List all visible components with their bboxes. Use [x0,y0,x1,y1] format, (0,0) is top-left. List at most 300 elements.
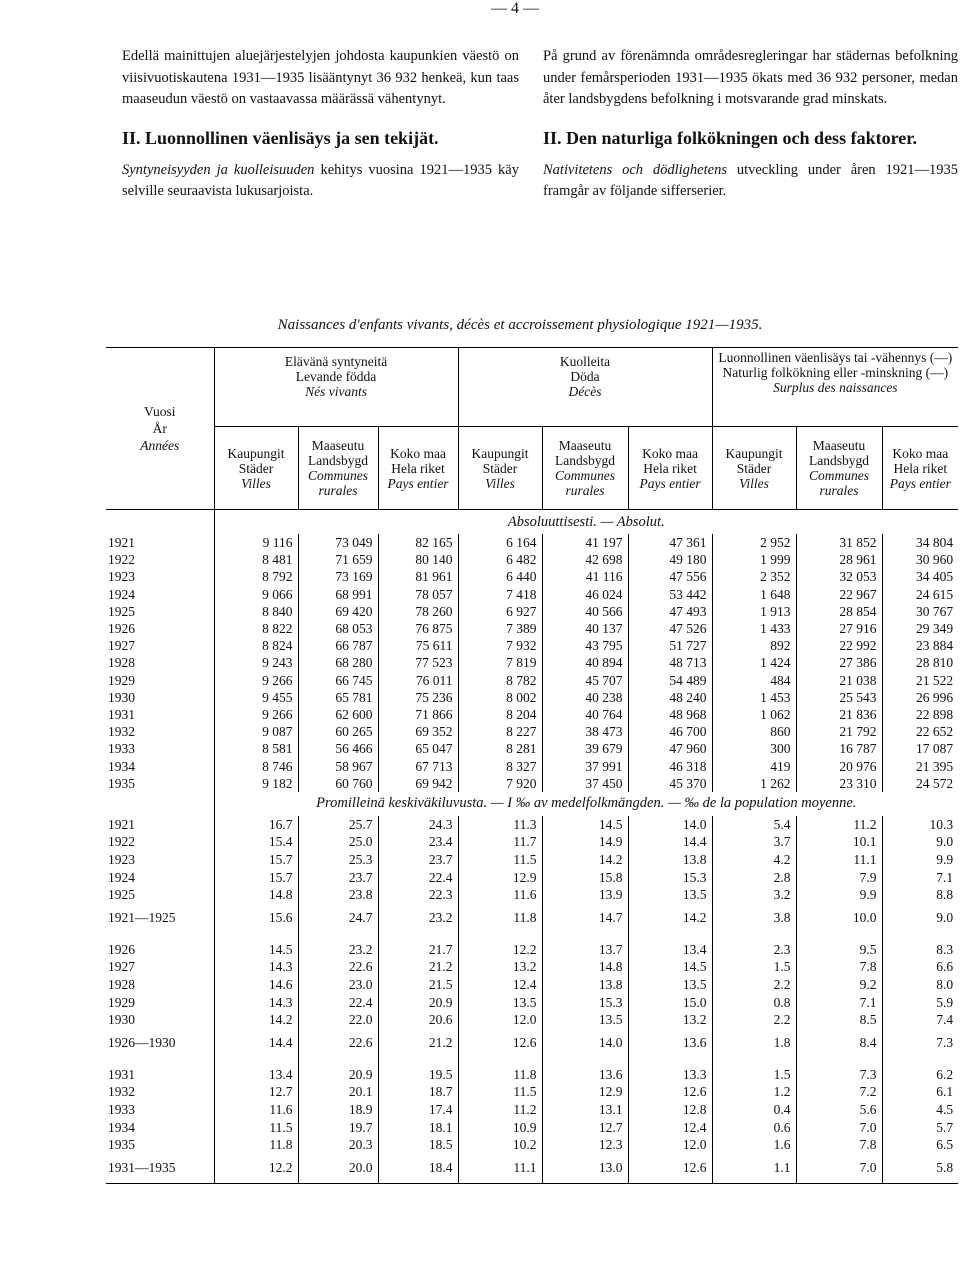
value-cell: 8.5 [796,1011,882,1029]
value-cell: 20.1 [298,1083,378,1101]
block-spacer [106,1058,958,1066]
increase-group-header [712,348,958,427]
value-cell: 892 [712,637,796,654]
value-cell: 12.2 [458,941,542,959]
value-cell: 7 932 [458,637,542,654]
value-cell: 22.6 [298,958,378,976]
spacer-cell [214,933,298,941]
value-cell: 14.0 [542,1029,628,1058]
table-row [106,689,958,706]
value-cell: 27 386 [796,654,882,671]
value-cell: 53 442 [628,586,712,603]
value-cell: 9 116 [214,534,298,551]
value-cell: 11.2 [796,816,882,834]
absolute-section-title [106,510,958,535]
value-cell: 80 140 [378,551,458,568]
year-cell: 1935 [106,1136,214,1154]
increase-label-sv: Naturlig folkökning eller -minskning (—) [722,365,949,380]
value-cell: 18.4 [378,1154,458,1184]
spacer-cell [106,933,214,941]
value-cell: 69 420 [298,603,378,620]
value-cell: 1.5 [712,1066,796,1084]
table-row [106,1011,958,1029]
value-cell: 1.6 [712,1136,796,1154]
value-cell: 12.0 [458,1011,542,1029]
spacer-cell [542,1058,628,1066]
value-cell: 13.2 [628,1011,712,1029]
table-row [106,1119,958,1137]
value-cell: 7 418 [458,586,542,603]
births-towns-header: Kaupungit Städer Villes [214,427,298,510]
period-average-row [106,1029,958,1058]
year-cell: 1926—1930 [106,1029,214,1058]
value-cell: 3.8 [712,904,796,933]
value-cell: 40 894 [542,654,628,671]
table-row [106,757,958,774]
table-row [106,740,958,757]
deaths-total-header: Koko maa Hela riket Pays entier [628,427,712,510]
table-row [106,654,958,671]
value-cell: 2 952 [712,534,796,551]
value-cell: 14.3 [214,958,298,976]
value-cell: 48 240 [628,689,712,706]
value-cell: 47 361 [628,534,712,551]
value-cell: 13.6 [542,1066,628,1084]
value-cell: 11.5 [458,851,542,869]
value-cell: 12.9 [458,869,542,887]
value-cell: 8 840 [214,603,298,620]
value-cell: 76 011 [378,672,458,689]
year-cell: 1928 [106,654,214,671]
value-cell: 5.6 [796,1101,882,1119]
value-cell: 24.7 [298,904,378,933]
value-cell: 9 266 [214,706,298,723]
value-cell: 39 679 [542,740,628,757]
year-cell: 1931—1935 [106,1154,214,1184]
value-cell: 13.8 [628,851,712,869]
table-row [106,958,958,976]
value-cell: 29 349 [915,621,954,637]
value-cell: 18.1 [378,1119,458,1137]
value-cell: 22.4 [378,869,458,887]
value-cell: 8 227 [458,723,542,740]
value-cell: 48 968 [628,706,712,723]
deaths-towns-header: Kaupungit Städer Villes [458,427,542,510]
value-cell: 15.4 [214,833,298,851]
value-cell: 25.3 [298,851,378,869]
period-average-row [106,1154,958,1184]
year-label-sv: År [152,421,167,436]
spacer-cell [378,1058,458,1066]
value-cell: 12.8 [628,1101,712,1119]
value-cell: 1 424 [712,654,796,671]
value-cell: 23 310 [796,775,882,792]
value-cell: 3.2 [712,886,796,904]
value-cell: 23.2 [298,941,378,959]
spacer-cell [628,1058,712,1066]
value-cell: 12.7 [214,1083,298,1101]
value-cell: 40 137 [542,620,628,637]
year-cell: 1923 [106,851,214,869]
value-cell: 82 165 [378,534,458,551]
value-cell: 21.7 [378,941,458,959]
increase-total-header: Koko maa Hela riket Pays entier [882,427,958,510]
value-cell: 5.7 [936,1119,954,1135]
value-cell: 2 352 [712,568,796,585]
value-cell: 11.5 [458,1083,542,1101]
year-cell: 1927 [106,637,214,654]
value-cell: 300 [712,740,796,757]
value-cell: 75 236 [378,689,458,706]
spacer-cell [458,933,542,941]
value-cell: 9 266 [214,672,298,689]
value-cell: 1 453 [712,689,796,706]
value-cell: 9.0 [936,910,954,926]
value-cell: 7 819 [458,654,542,671]
value-cell: 34 405 [915,569,954,585]
value-cell: 65 047 [378,740,458,757]
value-cell: 21 522 [915,672,954,688]
value-cell: 20 976 [796,757,882,774]
value-cell: 8 581 [214,740,298,757]
value-cell: 71 866 [378,706,458,723]
value-cell: 22 898 [915,706,954,722]
value-cell: 28 810 [915,655,954,671]
value-cell: 21 395 [915,758,954,774]
value-cell: 76 875 [378,620,458,637]
value-cell: 9.2 [796,976,882,994]
value-cell: 66 745 [298,672,378,689]
value-cell: 24 572 [915,775,954,791]
births-group-header [214,348,458,427]
value-cell: 12.6 [458,1029,542,1058]
value-cell: 65 781 [298,689,378,706]
year-cell: 1929 [106,672,214,689]
fi-heading-number: II. [122,127,141,148]
sv-heading-text: Den naturliga folkökningen och dess faktorer. [566,127,918,148]
table-row [106,994,958,1012]
value-cell: 13.0 [542,1154,628,1184]
value-cell: 11.8 [458,1066,542,1084]
value-cell: 8.3 [936,941,954,957]
value-cell: 11.6 [214,1101,298,1119]
value-cell: 23.7 [298,869,378,887]
year-cell: 1921 [106,534,214,551]
value-cell: 25 543 [796,689,882,706]
value-cell: 1 999 [712,551,796,568]
value-cell: 23.2 [378,904,458,933]
spacer-cell [796,933,882,941]
value-cell: 8 824 [214,637,298,654]
value-cell: 13.4 [628,941,712,959]
sv-sub-paragraph [543,160,958,203]
fi-heading-text: Luonnollinen väenlisäys ja sen tekijät. [145,127,439,148]
relative-section-title [106,792,958,816]
value-cell: 21.2 [378,958,458,976]
value-cell: 9.0 [936,834,954,850]
statistics-table [106,347,958,1184]
spacer-cell [542,933,628,941]
year-cell: 1933 [106,740,214,757]
increase-rural-header: Maaseutu Landsbygd Communes rurales [796,427,882,510]
year-cell: 1925 [106,603,214,620]
value-cell: 15.8 [542,869,628,887]
value-cell: 20.0 [298,1154,378,1184]
value-cell: 22.0 [298,1011,378,1029]
year-cell: 1930 [106,689,214,706]
value-cell: 46 700 [628,723,712,740]
value-cell: 7.1 [936,869,954,885]
value-cell: 860 [712,723,796,740]
table-row [106,976,958,994]
value-cell: 14.2 [628,904,712,933]
value-cell: 11.1 [796,851,882,869]
value-cell: 7.0 [796,1154,882,1184]
value-cell: 40 566 [542,603,628,620]
sv-intro-paragraph: På grund av förenämnda områdesregleringar har städernas befolkning under femårsperioden 1931—1935 ökats med 36 932 personer, medan åter landsbygdens befolkning i motsvarande grad minskats. [543,48,958,107]
value-cell: 11.8 [458,904,542,933]
value-cell: 18.9 [298,1101,378,1119]
value-cell: 10.0 [796,904,882,933]
value-cell: 13.6 [628,1029,712,1058]
section-title: Promilleinä keskiväkiluvusta. — I ‰ av medelfolkmängden. — ‰ de la population moyenne. [316,795,857,812]
table-row [106,775,958,792]
value-cell: 73 049 [298,534,378,551]
value-cell: 6 482 [458,551,542,568]
spacer-cell [712,1058,796,1066]
table-row [106,603,958,620]
increase-label-fr: Surplus des naissances [773,380,898,395]
value-cell: 15.6 [214,904,298,933]
value-cell: 1.5 [712,958,796,976]
value-cell: 40 238 [542,689,628,706]
value-cell: 21.2 [378,1029,458,1058]
value-cell: 37 991 [542,757,628,774]
value-cell: 13.8 [542,976,628,994]
blank-cell [106,792,214,816]
value-cell: 1 913 [712,603,796,620]
year-cell: 1922 [106,833,214,851]
value-cell: 14.6 [214,976,298,994]
year-cell: 1928 [106,976,214,994]
value-cell: 16.7 [214,816,298,834]
value-cell: 77 523 [378,654,458,671]
births-total-header: Koko maa Hela riket Pays entier [378,427,458,510]
year-cell: 1925 [106,886,214,904]
value-cell: 45 707 [542,672,628,689]
value-cell: 41 116 [542,568,628,585]
value-cell: 12.4 [628,1119,712,1137]
value-cell: 10.1 [796,833,882,851]
year-cell: 1929 [106,994,214,1012]
value-cell: 17.4 [378,1101,458,1119]
table-row [106,886,958,904]
value-cell: 23.8 [298,886,378,904]
value-cell: 9 087 [214,723,298,740]
value-cell: 47 960 [628,740,712,757]
year-label-fi: Vuosi [144,404,176,419]
spacer-cell [214,1058,298,1066]
value-cell: 13.1 [542,1101,628,1119]
value-cell: 2.8 [712,869,796,887]
year-cell: 1926 [106,941,214,959]
year-cell: 1932 [106,723,214,740]
table-row [106,833,958,851]
year-cell: 1921 [106,816,214,834]
value-cell: 14.2 [214,1011,298,1029]
value-cell: 12.9 [542,1083,628,1101]
year-cell: 1923 [106,568,214,585]
value-cell: 20.3 [298,1136,378,1154]
table-row [106,586,958,603]
spacer-cell [628,933,712,941]
value-cell: 41 197 [542,534,628,551]
value-cell: 42 698 [542,551,628,568]
value-cell: 7.1 [796,994,882,1012]
fi-sub-paragraph [122,160,519,203]
value-cell: 1.8 [712,1029,796,1058]
value-cell: 12.7 [542,1119,628,1137]
value-cell: 24 615 [915,586,954,602]
value-cell: 8 481 [214,551,298,568]
spacer-cell [106,1058,214,1066]
value-cell: 484 [712,672,796,689]
value-cell: 14.4 [628,833,712,851]
value-cell: 40 764 [542,706,628,723]
value-cell: 11.3 [458,816,542,834]
value-cell: 14.9 [542,833,628,851]
value-cell: 30 767 [915,603,954,619]
value-cell: 47 493 [628,603,712,620]
value-cell: 11.6 [458,886,542,904]
value-cell: 13.2 [458,958,542,976]
value-cell: 32 053 [796,568,882,585]
value-cell: 15.3 [542,994,628,1012]
value-cell: 10.2 [458,1136,542,1154]
sv-section-heading [543,127,958,150]
year-cell: 1935 [106,775,214,792]
value-cell: 22 967 [796,586,882,603]
value-cell: 25.7 [298,816,378,834]
value-cell: 45 370 [628,775,712,792]
year-cell: 1930 [106,1011,214,1029]
value-cell: 8 746 [214,757,298,774]
value-cell: 27 916 [796,620,882,637]
deaths-label-sv: Döda [570,369,600,384]
value-cell: 18.7 [378,1083,458,1101]
value-cell: 5.8 [882,1154,958,1184]
fi-section-heading [122,127,519,150]
value-cell: 19.5 [378,1066,458,1084]
value-cell: 25.0 [298,833,378,851]
deaths-group-header [458,348,712,427]
value-cell: 69 942 [378,775,458,792]
value-cell: 14.5 [628,958,712,976]
value-cell: 7.8 [796,958,882,976]
value-cell: 14.8 [542,958,628,976]
value-cell: 1 062 [712,706,796,723]
value-cell: 31 852 [796,534,882,551]
value-cell: 26 996 [915,689,954,705]
value-cell: 20.9 [298,1066,378,1084]
value-cell: 6 927 [458,603,542,620]
value-cell: 24.3 [378,816,458,834]
sv-sub-italic: Nativitetens och dödlighetens [543,161,727,178]
value-cell: 78 260 [378,603,458,620]
year-cell: 1932 [106,1083,214,1101]
value-cell: 4.2 [712,851,796,869]
value-cell: 7.3 [796,1066,882,1084]
value-cell: 13.3 [628,1066,712,1084]
spacer-cell [882,1058,958,1066]
value-cell: 28 961 [796,551,882,568]
births-label-fr: Nés vivants [305,384,367,399]
table-header-groups [106,348,958,427]
value-cell: 14.3 [214,994,298,1012]
value-cell: 1 262 [712,775,796,792]
increase-label-fi: Luonnollinen väenlisäys tai -vähennys (—) [718,350,953,365]
value-cell: 62 600 [298,706,378,723]
block-spacer [106,933,958,941]
value-cell: 47 556 [628,568,712,585]
value-cell: 78 057 [378,586,458,603]
value-cell: 8 782 [458,672,542,689]
value-cell: 7.8 [796,1136,882,1154]
value-cell: 15.3 [628,869,712,887]
value-cell: 13.5 [628,976,712,994]
value-cell: 28 854 [796,603,882,620]
value-cell: 22.6 [298,1029,378,1058]
value-cell: 8 822 [214,620,298,637]
table-caption: Naissances d'enfants vivants, décès et accroissement physiologique 1921—1935. [277,317,763,333]
year-cell: 1924 [106,586,214,603]
value-cell: 15.7 [214,869,298,887]
value-cell: 47 526 [628,620,712,637]
value-cell: 9.5 [796,941,882,959]
year-cell: 1931 [106,1066,214,1084]
value-cell: 21 792 [796,723,882,740]
value-cell: 7.2 [796,1083,882,1101]
value-cell: 13.9 [542,886,628,904]
value-cell: 15.7 [214,851,298,869]
value-cell: 21 836 [796,706,882,723]
table-row [106,551,958,568]
value-cell: 68 280 [298,654,378,671]
year-cell: 1933 [106,1101,214,1119]
value-cell: 9 455 [214,689,298,706]
table-row [106,1083,958,1101]
value-cell: 46 024 [542,586,628,603]
value-cell: 58 967 [298,757,378,774]
value-cell: 12.3 [542,1136,628,1154]
value-cell: 68 991 [298,586,378,603]
value-cell: 11.7 [458,833,542,851]
spacer-cell [712,933,796,941]
year-cell: 1922 [106,551,214,568]
value-cell: 15.0 [628,994,712,1012]
value-cell: 14.5 [214,941,298,959]
table-row [106,620,958,637]
value-cell: 60 265 [298,723,378,740]
value-cell: 22 652 [915,724,954,740]
year-cell: 1921—1925 [106,904,214,933]
value-cell: 6.5 [936,1137,954,1153]
spacer-cell [298,933,378,941]
value-cell: 13.7 [542,941,628,959]
value-cell: 419 [712,757,796,774]
value-cell: 21.5 [378,976,458,994]
deaths-rural-header: Maaseutu Landsbygd Communes rurales [542,427,628,510]
